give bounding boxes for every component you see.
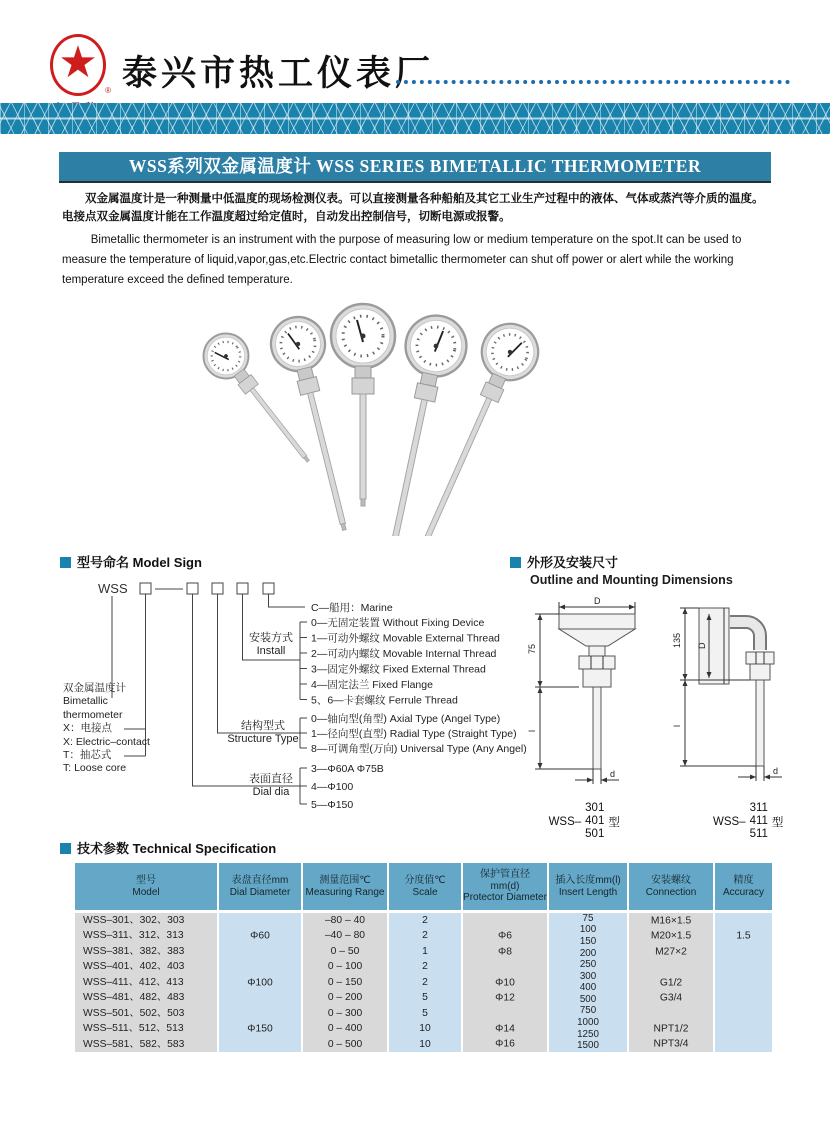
scale-value: 10 <box>419 1023 431 1035</box>
brand-logo <box>46 34 110 108</box>
series-title-bar: WSS系列双金属温度计 WSS SERIES BIMETALLIC THERMOMETER <box>59 152 771 183</box>
option-dial-1: 4—Φ100 <box>311 781 354 793</box>
dim-d2: d <box>773 766 779 776</box>
legend-line: X: Electric–contact <box>63 735 150 748</box>
col-header-range: 测量范围℃ Measuring Range <box>303 863 387 910</box>
caption-model: 411 <box>749 815 768 827</box>
option-structure-0: 0—轴向型(角型) Axial Type (Angel Type) <box>311 713 501 725</box>
table-row: WSS–501、502、503 <box>83 1007 185 1019</box>
insert-value: 1250 <box>577 1028 599 1040</box>
legend-line: X：电接点 <box>63 722 113 735</box>
product-photo-thermometers <box>148 274 708 536</box>
model-sign-heading-text: 型号命名 Model Sign <box>77 555 202 570</box>
caption-models <box>750 802 768 841</box>
intro-paragraph-en: Bimetallic thermometer is an instrument with the purpose of measuring low or medium temperature on the spot.It can be used to measure the temperature of liquid,vapor,gas,etc.Electric contact bimetallic thermometer can shut off power or alert while the working temperature exceed the defined temperature. <box>62 233 742 287</box>
scale-value: 5 <box>422 1007 428 1019</box>
legend-line: T: Loose core <box>63 762 127 775</box>
dial-label-zh: 表面直径 <box>249 773 293 785</box>
range-value: 0 – 200 <box>327 992 363 1004</box>
dim-D2: D <box>697 642 707 649</box>
model-prefix: WSS <box>98 581 128 596</box>
dim-135: 135 <box>672 632 682 648</box>
col-header-accuracy: 精度 Accuracy <box>715 863 772 910</box>
spec-table <box>75 863 772 1052</box>
protector-value: Φ14 <box>495 1023 515 1035</box>
col-header-insert: 插入长度mm(l) Insert Length <box>549 863 627 910</box>
protector-value: Φ10 <box>495 977 515 988</box>
protector-value: Φ6 <box>498 930 512 942</box>
caption-model: 401 <box>585 815 605 827</box>
range-value: –80 – 40 <box>324 915 366 926</box>
drawing-angled <box>672 608 782 781</box>
dial-value: Φ150 <box>247 1023 273 1035</box>
column-dial-diameter <box>219 913 301 1052</box>
legend-line: 双金属温度计 <box>63 682 126 694</box>
drawing-straight <box>527 596 635 784</box>
range-value: 0 – 100 <box>327 961 363 973</box>
option-dial-0: 3—Φ60A Φ75B <box>311 763 384 775</box>
column-accuracy <box>715 913 772 1052</box>
insert-value: 750 <box>579 1005 597 1017</box>
insert-value: 1500 <box>577 1040 599 1052</box>
lattice-band <box>0 103 830 134</box>
dial-group-label <box>243 773 299 799</box>
drawing-captions <box>502 802 830 841</box>
caption-model: 511 <box>749 828 768 840</box>
table-row: WSS–581、582、583 <box>83 1038 185 1050</box>
spec-table-body <box>75 913 772 1052</box>
range-value: 0 – 300 <box>327 1007 363 1019</box>
dim-D: D <box>594 596 601 606</box>
structure-label-en: Structure Type <box>227 733 299 745</box>
logo-ellipse <box>50 34 111 96</box>
model-sign-heading <box>60 552 518 571</box>
scale-value: 2 <box>422 915 428 926</box>
insert-value: 150 <box>579 935 597 947</box>
dim-75: 75 <box>527 643 537 654</box>
intro-paragraph-zh: 双金属温度计是一种测量中低温度的现场检测仪表。可以直接测量各种船舶及其它工业生产过程中的液体、气体或蒸汽等介质的温度。电接点双金属温度计能在工作温度超过给定值时，自动发出控制信号，切断电源或报警。 <box>62 193 764 224</box>
connection-value: M27×2 <box>655 946 687 958</box>
caption-model: 501 <box>585 828 605 840</box>
option-install-3: 3—固定外螺纹 Fixed External Thread <box>311 663 486 676</box>
legend-line: thermometer <box>63 708 123 721</box>
column-model <box>75 913 217 1052</box>
caption-prefix: WSS– <box>712 815 746 828</box>
legend-line: T：抽芯式 <box>63 749 112 762</box>
column-connection <box>629 913 713 1052</box>
company-name: 泰兴市热工仪表厂 <box>122 54 435 93</box>
table-row: WSS–311、312、313 <box>83 930 184 942</box>
thermometer-3 <box>331 304 395 506</box>
option-install-2: 2—可动内螺纹 Movable Internal Thread <box>311 648 497 660</box>
option-structure-1: 1—径向型(直型) Radial Type (Straight Type) <box>311 728 517 740</box>
insert-value: 300 <box>579 970 597 982</box>
protector-value: Φ8 <box>498 946 512 958</box>
connection-value: M20×1.5 <box>650 930 692 942</box>
option-install-5: 5、6—卡套螺纹 Ferrule Thread <box>311 694 458 707</box>
dial-value: Φ60 <box>250 930 270 942</box>
table-row: WSS–511、512、513 <box>83 1023 184 1035</box>
range-value: 0 – 50 <box>330 945 360 957</box>
column-scale <box>389 913 461 1052</box>
table-row: WSS–381、382、383 <box>83 945 185 957</box>
protector-value: Φ12 <box>495 992 515 1004</box>
connection-value: G3/4 <box>659 992 683 1004</box>
table-row: WSS–481、482、483 <box>83 992 185 1004</box>
legend-line: Bimetallic <box>63 695 108 708</box>
col-header-protector: 保护管直径 mm(d) Protector Diameter <box>463 863 547 910</box>
caption-suffix: 型 <box>771 816 784 829</box>
install-label-en: Install <box>256 645 286 657</box>
model-sign-section <box>60 552 527 840</box>
insert-value: 1000 <box>577 1016 599 1028</box>
accuracy-value: 1.5 <box>736 930 751 942</box>
option-structure-2: 8—可调角型(万向) Universal Type (Any Angel) <box>311 743 527 755</box>
range-value: 0 – 500 <box>327 1038 363 1050</box>
scale-value: 2 <box>422 961 428 973</box>
red-star-icon: ★ <box>58 38 98 87</box>
column-protector-diameter <box>463 913 547 1052</box>
insert-value: 250 <box>579 959 597 971</box>
caption-angled <box>713 802 783 841</box>
scale-value: 10 <box>419 1038 431 1050</box>
dim-d: d <box>610 769 616 779</box>
caption-models <box>585 802 604 841</box>
connection-value: M16×1.5 <box>650 915 692 927</box>
protector-value: Φ16 <box>495 1038 515 1050</box>
caption-model: 311 <box>749 802 768 814</box>
option-dial-2: 5—Φ150 <box>311 799 354 811</box>
range-value: 0 – 400 <box>327 1023 363 1035</box>
insert-value: 75 <box>582 912 594 924</box>
dial-value: Φ100 <box>247 977 273 988</box>
insert-value: 200 <box>579 947 597 959</box>
table-row: WSS–411、412、413 <box>83 976 184 988</box>
insert-value: 500 <box>579 993 597 1005</box>
scale-value: 2 <box>422 930 428 942</box>
option-install-4: 4—固定法兰 Fixed Flange <box>311 679 433 691</box>
structure-group-label <box>226 720 300 746</box>
caption-straight <box>549 802 620 841</box>
dim-l: l <box>527 730 537 732</box>
section-bullet-icon <box>60 557 71 568</box>
structure-label-zh: 结构型式 <box>241 720 285 732</box>
spec-heading-text: 技术参数 Technical Specification <box>77 841 277 856</box>
install-group-label <box>243 632 299 658</box>
caption-suffix: 型 <box>608 816 620 829</box>
section-bullet-icon <box>60 843 71 854</box>
outline-heading-zh: 外形及安装尺寸 <box>527 555 619 570</box>
col-header-connection: 安装螺纹 Connection <box>629 863 713 910</box>
spec-table-header <box>75 863 772 910</box>
column-insert-length <box>549 913 627 1052</box>
outline-heading-en: Outline and Mounting Dimensions <box>530 573 733 587</box>
outline-section <box>502 552 830 844</box>
dial-label-en: Dial dia <box>252 786 290 798</box>
range-value: 0 – 150 <box>327 976 363 988</box>
scale-value: 5 <box>422 992 428 1004</box>
outline-heading <box>510 552 830 571</box>
section-bullet-icon <box>510 557 521 568</box>
caption-prefix: WSS– <box>548 815 582 828</box>
connection-value: NPT1/2 <box>653 1023 689 1035</box>
option-install-0: 0—无固定装置 Without Fixing Device <box>311 617 485 629</box>
insert-value: 100 <box>579 924 597 936</box>
table-row: WSS–301、302、303 <box>83 915 185 926</box>
dim-l2: l <box>672 725 682 727</box>
thermometer-type-legend <box>63 682 150 776</box>
scale-value: 2 <box>422 976 428 988</box>
column-measuring-range <box>303 913 387 1052</box>
range-value: –40 – 80 <box>324 930 366 942</box>
insert-value: 400 <box>579 982 597 994</box>
col-header-dial: 表盘直径mm Dial Diameter <box>219 863 301 910</box>
dotted-divider <box>396 80 790 84</box>
install-label-zh: 安装方式 <box>249 632 293 644</box>
col-header-model: 型号 Model <box>75 863 217 910</box>
caption-model: 301 <box>585 802 605 814</box>
connection-value: G1/2 <box>659 977 683 988</box>
option-marine: C—船用：Marine <box>311 602 393 614</box>
col-header-scale: 分度值℃ Scale <box>389 863 461 910</box>
dimension-drawings <box>502 594 830 799</box>
registered-mark: ® <box>105 86 111 95</box>
connection-value: NPT3/4 <box>653 1038 689 1050</box>
spec-section <box>60 838 772 1052</box>
table-row: WSS–401、402、403 <box>83 961 185 973</box>
scale-value: 1 <box>422 945 428 957</box>
option-install-1: 1—可动外螺纹 Movable External Thread <box>311 632 500 645</box>
spec-heading <box>60 838 772 857</box>
